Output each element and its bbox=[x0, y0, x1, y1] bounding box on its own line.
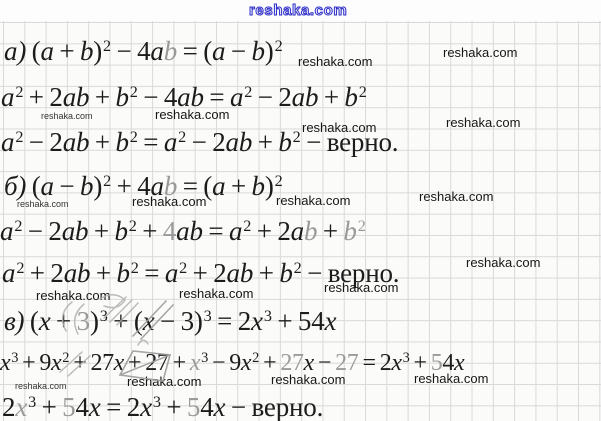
watermark-text: reshaka.com bbox=[443, 45, 518, 60]
watermark-text: reshaka.com bbox=[324, 280, 399, 295]
watermark-text: reshaka.com bbox=[466, 255, 541, 270]
watermark-text: reshaka.com bbox=[36, 288, 111, 303]
watermark-text: reshaka.com bbox=[419, 189, 494, 204]
watermark-text: reshaka.com bbox=[414, 371, 489, 386]
eq-v-verified: $2x^3 + 54x = 2x^3 + 54x$ − верно. bbox=[2, 392, 324, 421]
watermark-text: reshaka.com bbox=[276, 193, 351, 208]
eq-v-given: в) $(x + 3)^3 + (x - 3)^3 = 2x^3 + 54x$ bbox=[4, 306, 337, 336]
watermark-text: reshaka.com bbox=[127, 374, 202, 389]
eq-v-expanded: $x^3 + 9x^2 + 27x + 27 + x^3 - 9x^2 + 27x - 27 = 2x^3 + 54x$ bbox=[0, 350, 465, 376]
watermark-text: reshaka.com bbox=[179, 286, 254, 301]
eq-a-expanded: $a^2 + 2ab + b^2 - 4ab = a^2 - 2ab + b^2$ bbox=[1, 82, 367, 112]
eq-a-verified: $a^2 - 2ab + b^2 = a^2 - 2ab + b^2$ − верно. bbox=[1, 127, 399, 157]
watermark-text: reshaka.com bbox=[132, 194, 207, 209]
watermark-text: reshaka.com bbox=[17, 199, 69, 209]
scribble-stroke bbox=[138, 340, 148, 345]
watermark-text: reshaka.com bbox=[41, 111, 93, 121]
eq-b-expanded: $a^2 - 2ab + b^2 + 4ab = a^2 + 2ab + b^2$ bbox=[0, 216, 366, 246]
eq-b-verified: $a^2 + 2ab + b^2 = a^2 + 2ab + b^2$ − верно. bbox=[2, 258, 400, 288]
watermark-text: reshaka.com bbox=[298, 54, 373, 69]
eq-a-given: а) $(a + b)^2 - 4ab = (a - b)^2$ bbox=[4, 36, 283, 66]
site-logo: reshaka.com bbox=[249, 2, 348, 19]
watermark-text: reshaka.com bbox=[446, 115, 521, 130]
watermark-text: reshaka.com bbox=[155, 107, 230, 122]
eq-b-given: б) $(a - b)^2 + 4ab = (a + b)^2$ bbox=[4, 171, 283, 201]
watermark-text: reshaka.com bbox=[302, 120, 377, 135]
watermark-text: reshaka.com bbox=[271, 372, 346, 387]
watermark-text: reshaka.com bbox=[15, 381, 67, 391]
